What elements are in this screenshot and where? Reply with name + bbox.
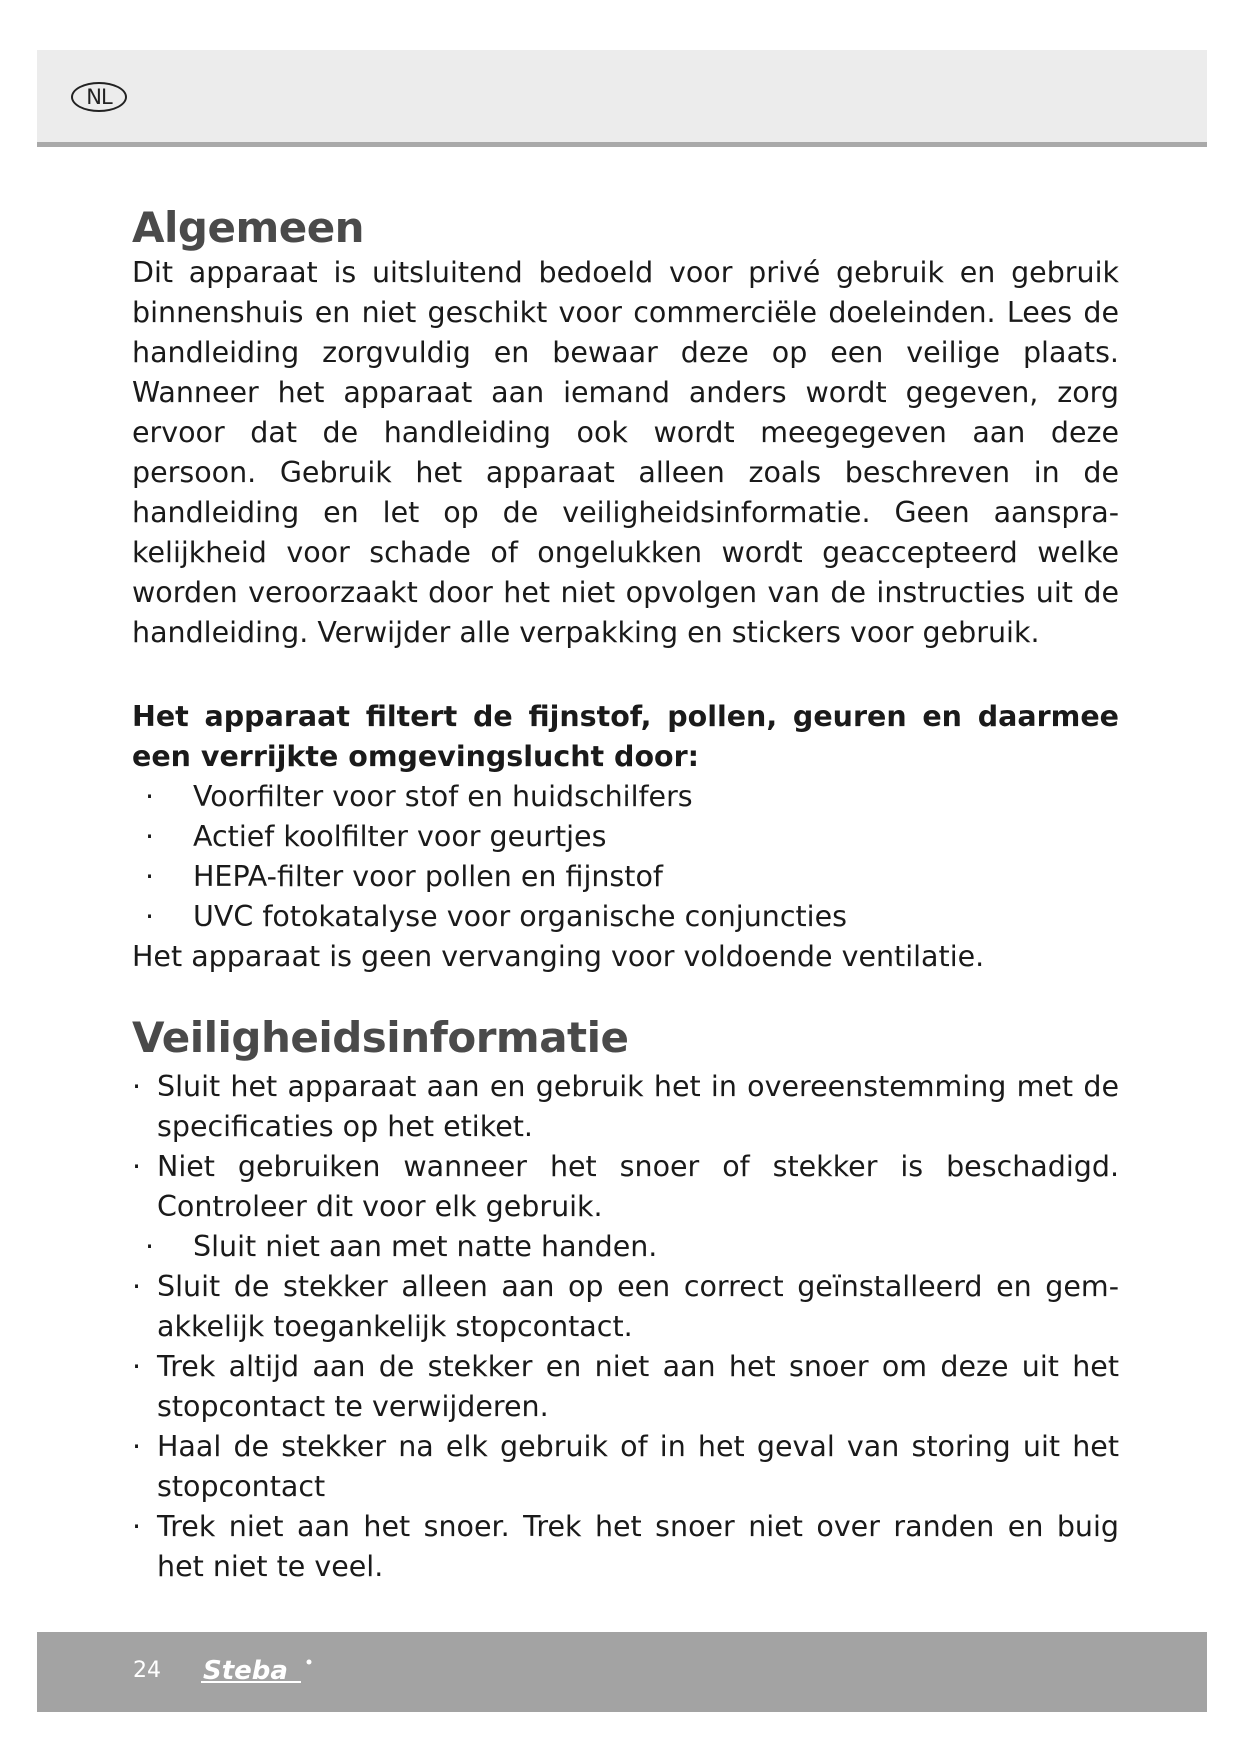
list-item [132,1147,1119,1227]
bullet-dot: · [145,860,155,893]
section-title-general: Algemeen [132,203,365,252]
list-item-text: Niet gebruiken wanneer het snoer of stekker is beschadigd. Controleer dit voor elk gebruik. [157,1150,1119,1223]
ventilation-note: Het apparaat is geen vervanging voor voldoende ventilatie. [132,940,985,973]
list-item-text: HEPA-filter voor pollen en fijnstof [193,860,663,893]
list-item [132,857,1119,897]
bullet-dot: · [145,1230,155,1263]
bullet-dot: · [145,780,155,813]
list-item-text: Actief koolfilter voor geurtjes [193,820,607,853]
list-item-text: Voorfilter voor stof en huidschilfers [193,780,693,813]
list-item-text: Trek niet aan het snoer. Trek het snoer niet over randen en buig het niet te veel. [157,1510,1119,1583]
safety-list [132,1067,1119,1587]
language-badge: NL [71,82,127,112]
brand-dot [307,1660,312,1665]
bullet-dot: · [132,1350,142,1383]
list-item [132,1227,1119,1267]
list-item-text: Haal de stekker na elk gebruik of in het geval van storing uit het stopcontact [157,1430,1119,1503]
bullet-dot: · [132,1070,142,1103]
list-item [132,1267,1119,1347]
list-item-text: Sluit de stekker alleen aan op een correct geïnstalleerd en gemakkelijk toegankelijk stopcontact. [157,1270,1119,1343]
list-item-text: Sluit niet aan met natte handen. [193,1230,658,1263]
list-item-text: UVC fotokatalyse voor organische conjuncties [193,900,847,933]
list-item [132,1347,1119,1427]
list-item [132,777,1119,817]
general-paragraph: Dit apparaat is uitsluitend bedoeld voor privé gebruik en gebruik binnenshuis en niet geschikt voor commerciële doeleinden. Lees de handleiding zorgvuldig en bewaar deze op een veilige plaats. Wanneer het apparaat aan iemand anders wordt gegeven, zorg ervoor dat de handleiding ook wordt meegegeven aan deze persoon. Gebruik het apparaat alleen zoals beschreven in de handleiding en let op de veiligheidsinformatie. Geen aansprakelijkheid voor schade of ongelukken wordt geaccepteerd welke worden veroorzaakt door het niet opvolgen van de instructies uit de handleiding. Verwijder alle verpakking en stickers voor gebruik. [132,256,1119,649]
page-footer [37,1632,1207,1712]
bullet-dot: · [132,1150,142,1183]
list-item [132,1067,1119,1147]
page-number: 24 [133,1658,161,1683]
filter-intro: Het apparaat filtert de fijnstof, pollen, geuren en daarmee een verrijkte omgevingslucht door: [132,700,1119,773]
list-item-text: Sluit het apparaat aan en gebruik het in overeenstemming met de specificaties op het etiket. [157,1070,1119,1143]
bullet-dot: · [132,1270,142,1303]
list-item-text: Trek altijd aan de stekker en niet aan het snoer om deze uit het stopcontact te verwijderen. [157,1350,1119,1423]
brand-wordmark: Steba [203,1656,288,1686]
bullet-dot: · [145,820,155,853]
filter-list [132,777,1119,937]
page-content [132,203,1119,1587]
list-item [132,897,1119,937]
section-title-safety: Veiligheidsinformatie [132,1013,629,1062]
list-item [132,817,1119,857]
list-item [132,1507,1119,1587]
list-item [132,1427,1119,1507]
steba-logo [197,1652,327,1692]
page-header [37,50,1207,147]
bullet-dot: · [132,1430,142,1463]
bullet-dot: · [132,1510,142,1543]
bullet-dot: · [145,900,155,933]
